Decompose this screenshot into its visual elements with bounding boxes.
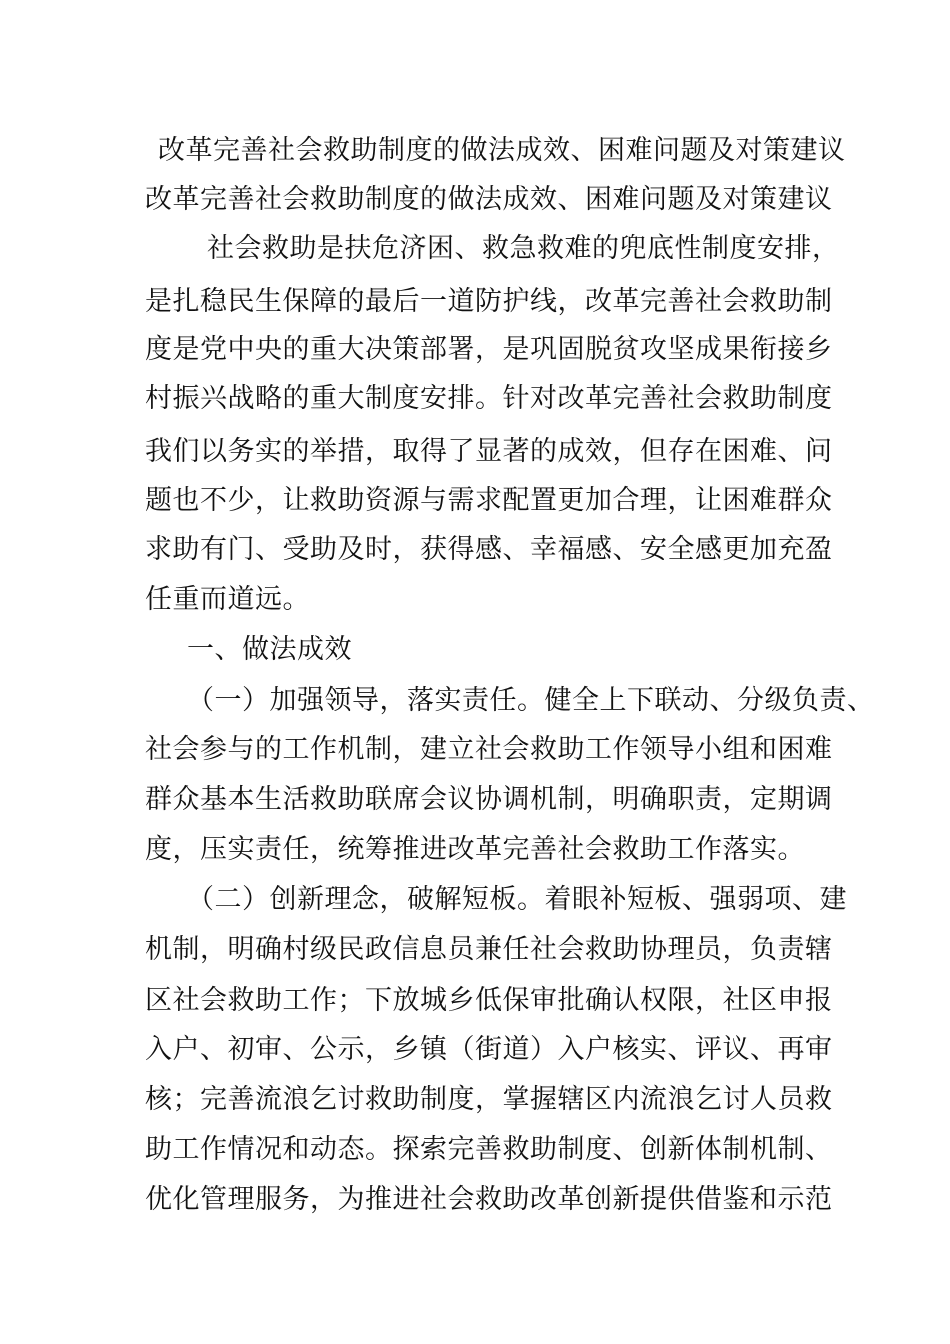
intro-line: 村振兴战略的重大制度安排。针对改革完善社会救助制度 bbox=[145, 383, 833, 414]
intro-line: 是扎稳民生保障的最后一道防护线，改革完善社会救助制 bbox=[145, 286, 833, 317]
section-heading: 一、做法成效 bbox=[187, 634, 352, 665]
para1-line: 群众基本生活救助联席会议协调机制，明确职责，定期调 bbox=[145, 784, 833, 815]
intro-line: 社会救助是扶危济困、救急救难的兜底性制度安排， bbox=[207, 233, 840, 264]
intro-line: 我们以务实的举措，取得了显著的成效，但存在困难、问 bbox=[145, 436, 833, 467]
para2-line: 入户、初审、公示，乡镇（街道）入户核实、评议、再审 bbox=[145, 1034, 833, 1065]
intro-line: 题也不少，让救助资源与需求配置更加合理，让困难群众 bbox=[145, 485, 833, 516]
para2-line: （二）创新理念，破解短板。着眼补短板、强弱项、建 bbox=[187, 884, 847, 915]
para2-line: 机制，明确村级民政信息员兼任社会救助协理员，负责辖 bbox=[145, 934, 833, 965]
para1-line: 度，压实责任，统筹推进改革完善社会救助工作落实。 bbox=[145, 834, 805, 865]
para1-line: 社会参与的工作机制，建立社会救助工作领导小组和困难 bbox=[145, 734, 833, 765]
para2-line: 核；完善流浪乞讨救助制度，掌握辖区内流浪乞讨人员救 bbox=[145, 1084, 833, 1115]
document-title: 改革完善社会救助制度的做法成效、困难问题及对策建议 bbox=[158, 135, 846, 166]
intro-line: 任重而道远。 bbox=[145, 584, 310, 615]
para2-line: 区社会救助工作；下放城乡低保审批确认权限，社区申报 bbox=[145, 985, 833, 1016]
para2-line: 优化管理服务，为推进社会救助改革创新提供借鉴和示范 bbox=[145, 1184, 833, 1215]
intro-line: 度是党中央的重大决策部署，是巩固脱贫攻坚成果衔接乡 bbox=[145, 334, 833, 365]
intro-line: 求助有门、受助及时，获得感、幸福感、安全感更加充盈 bbox=[145, 534, 833, 565]
para2-line: 助工作情况和动态。探索完善救助制度、创新体制机制、 bbox=[145, 1134, 833, 1165]
para1-line: （一）加强领导，落实责任。健全上下联动、分级负责、 bbox=[187, 685, 875, 716]
document-title-repeat: 改革完善社会救助制度的做法成效、困难问题及对策建议 bbox=[145, 184, 833, 215]
